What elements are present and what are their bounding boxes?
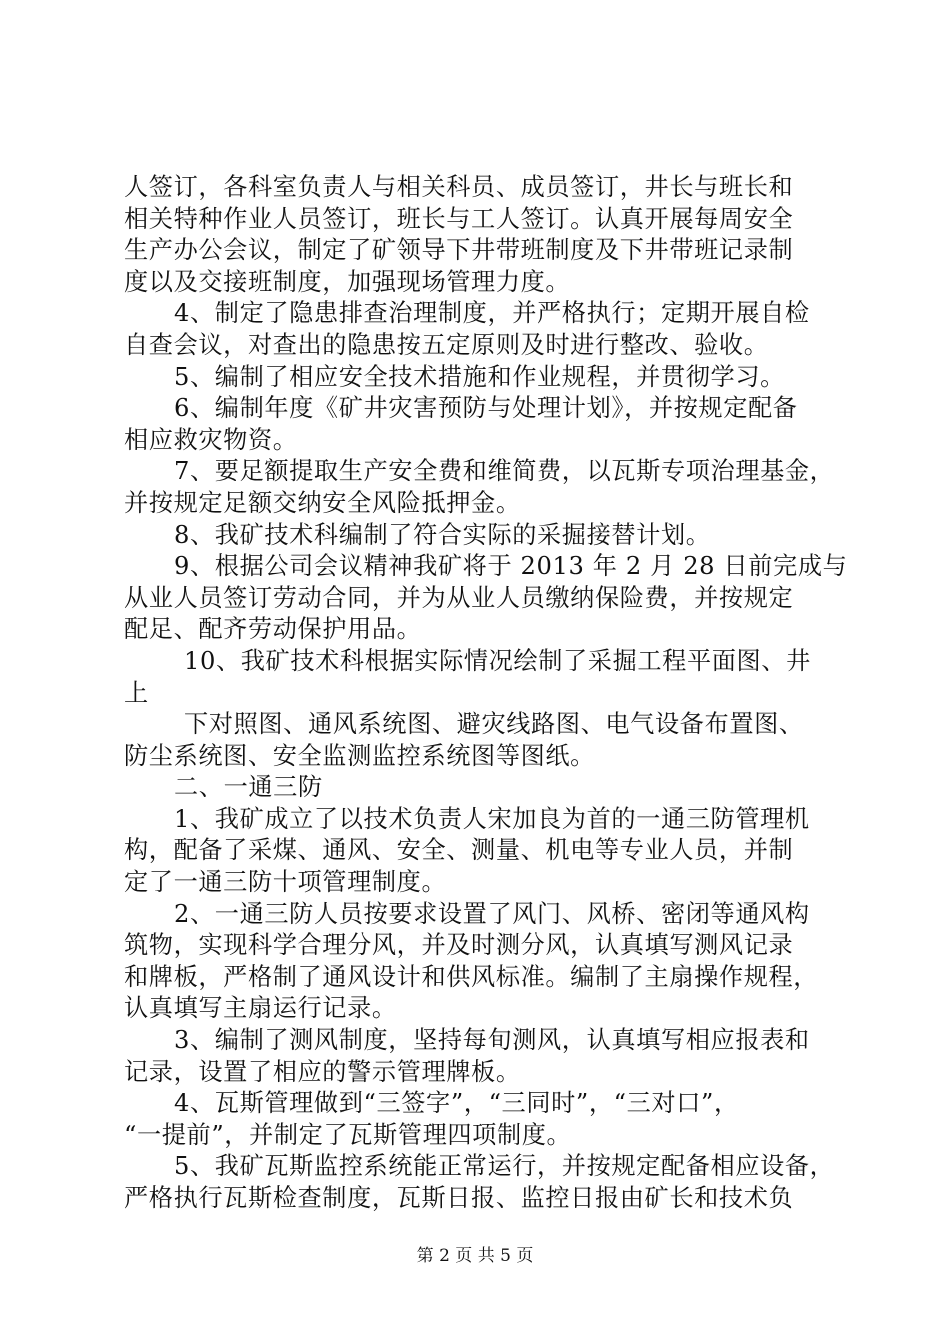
text-line: 认真填写主扇运行记录。 <box>124 994 397 1023</box>
text-line: 并按规定足额交纳安全风险抵押金。 <box>124 488 521 517</box>
paragraph-start-line: 3、编制了测风制度，坚持每旬测风，认真填写相应报表和 <box>174 1026 810 1055</box>
text-line: 从业人员签订劳动合同，并为从业人员缴纳保险费，并按规定 <box>124 583 794 612</box>
paragraph-start-line: 2、一通三防人员按要求设置了风门、风桥、密闭等通风构 <box>174 899 810 928</box>
text-line: 度以及交接班制度，加强现场管理力度。 <box>124 267 571 296</box>
section-heading: 二、一通三防 <box>174 773 323 802</box>
paragraph-start-line: 9、根据公司会议精神我矿将于 2013 年 2 月 28 日前完成与 <box>174 552 848 581</box>
paragraph-start-line: 5、我矿瓦斯监控系统能正常运行，并按规定配备相应设备， <box>174 1152 835 1181</box>
text-line: 记录，设置了相应的警示管理牌板。 <box>124 1057 521 1086</box>
paragraph-start-line: 8、我矿技术科编制了符合实际的采掘接替计划。 <box>174 520 711 549</box>
text-line: 相应救灾物资。 <box>124 425 298 454</box>
text-line: 筑物，实现科学合理分风，并及时测分风，认真填写测风记录 <box>124 931 794 960</box>
paragraph-start-line: 下对照图、通风系统图、避灾线路图、电气设备布置图、 <box>184 710 804 739</box>
paragraph-start-line: 1、我矿成立了以技术负责人宋加良为首的一通三防管理机 <box>174 804 810 833</box>
text-line: 上 <box>124 678 149 707</box>
paragraph-start-line: 5、编制了相应安全技术措施和作业规程，并贯彻学习。 <box>174 362 785 391</box>
paragraph-start-line: 6、编制年度《矿井灾害预防与处理计划》，并按规定配备 <box>174 394 798 423</box>
text-line: 严格执行瓦斯检查制度，瓦斯日报、监控日报由矿长和技术负 <box>124 1184 794 1212</box>
page-number-footer: 第 2 页 共 5 页 <box>416 1246 534 1266</box>
text-line: 和牌板，严格制了通风设计和供风标准。编制了主扇操作规程， <box>124 962 819 991</box>
paragraph-start-line: 10、我矿技术科根据实际情况绘制了采掘工程平面图、井 <box>184 646 811 675</box>
text-line: 构，配备了采煤、通风、安全、测量、机电等专业人员，并制 <box>124 836 794 865</box>
paragraph-start-line: 7、要足额提取生产安全费和维简费，以瓦斯专项治理基金， <box>174 457 835 486</box>
text-line: 人签订，各科室负责人与相关科员、成员签订，井长与班长和 <box>124 173 794 201</box>
paragraph-start-line: 4、瓦斯管理做到“三签字”，“三同时”，“三对口”， <box>174 1089 739 1118</box>
document-body <box>124 172 848 1215</box>
text-line: 生产办公会议，制定了矿领导下井带班制度及下井带班记录制 <box>124 236 794 265</box>
text-line: 定了一通三防十项管理制度。 <box>124 868 447 897</box>
text-line: 相关特种作业人员签订，班长与工人签订。认真开展每周安全 <box>124 204 794 233</box>
text-line: 自查会议，对查出的隐患按五定原则及时进行整改、验收。 <box>124 330 769 359</box>
text-line: 防尘系统图、安全监测监控系统图等图纸。 <box>124 741 595 770</box>
text-line: 配足、配齐劳动保护用品。 <box>124 615 422 644</box>
text-line: “一提前”，并制定了瓦斯管理四项制度。 <box>124 1120 572 1149</box>
paragraph-start-line: 4、制定了隐患排查治理制度，并严格执行；定期开展自检 <box>174 299 810 328</box>
